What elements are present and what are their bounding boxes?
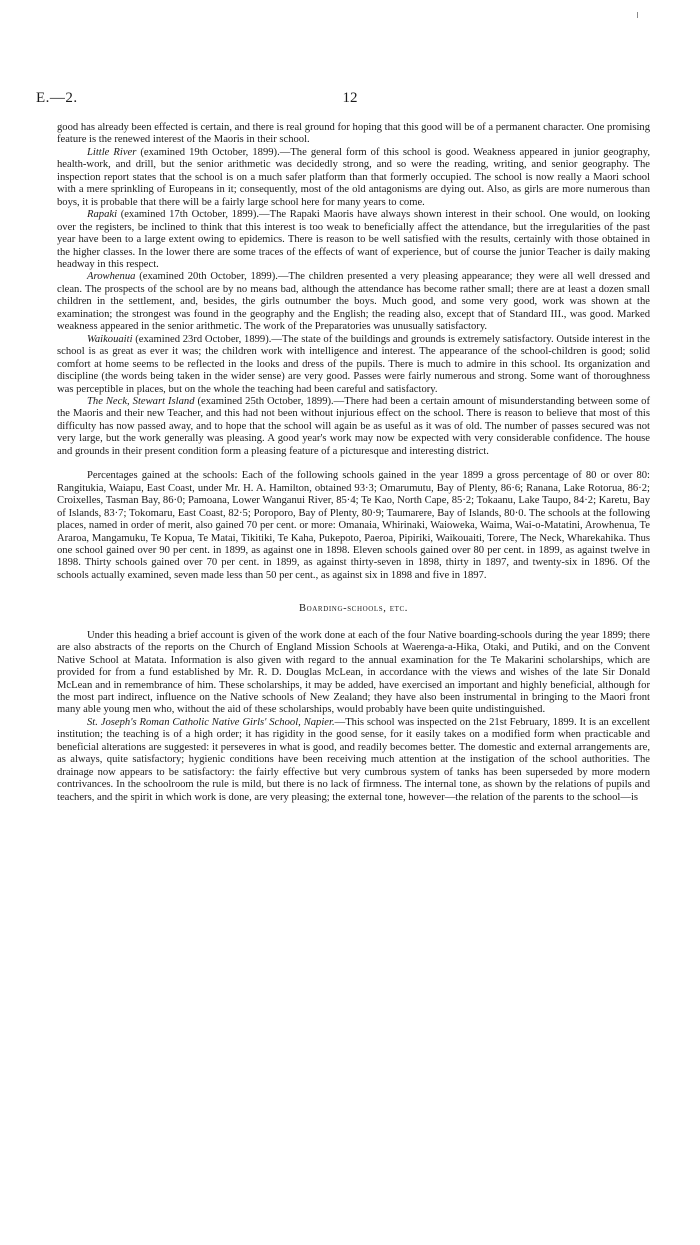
paragraph-little-river [57, 147, 650, 209]
paragraph-st-josephs [57, 717, 650, 804]
page-number: 12 [342, 90, 358, 106]
school-name: Waikouaiti [87, 333, 133, 345]
paragraph-boarding-schools: Under this heading a brief account is given of the work done at each of the four Native boarding-schools during the year 1899; there are also abstracts of the reports on the Church of England Mission Schools at Waerenga-a-Hika, Otaki, and Putiki, and on the Convent Native School at Matata. Information is also given with regard to the annual examination for the Te Makarini scholarships, which are provided for from a fund established by Mr. R. D. Douglas McLean, in accordance with the views and wishes of the late Sir Donald McLean and in remembrance of him. These scholarships, it may be added, have exercised an important and highly beneficial, although for the most part indirect, influence on the Native schools of New Zealand; they have also been instrumental in bringing to the Maori front many able young men who, without the aid of these scholarships, would probably have been quite undistinguished. [57, 629, 650, 716]
school-name: Little River [87, 146, 137, 158]
paragraph-text: (examined 23rd October, 1899).—The state of the buildings and grounds is extremely satisfactory. Outside interest in the school is as great as ever it was; the children work with intelligence and interest. The appearance of the school-children is good; solid comfort at home seems to be reflected in the looks and dress of the pupils. There is much to admire in this school. Its organization and discipline (the words being taken in the wider sense) are very good. Passes were fairly numerous and strong. Some want of thoroughness was perceptible in places, but on the whole the teaching had been careful and satisfactory. [57, 333, 650, 395]
paragraph-continuation: good has already been effected is certain, and there is real ground for hoping that this good will be of a permanent character. One promising feature is the renewed interest of the Maoris in their school. [57, 122, 650, 146]
paragraph-text: (examined 17th October, 1899).—The Rapaki Maoris have always shown interest in their school. One would, on looking over the registers, be inclined to think that this interest is too weak to beneficially affect the attendance, but the irregularities of the past year have been to a large extent owing to epidemics. There is reason to be well satisfied with the results, certainly with those obtained in the higher classes. In the lower there are some traces of the effects of want of experience, but of course the junior Teacher is daily making headway in this respect. [57, 209, 650, 270]
paragraph-the-neck [57, 396, 650, 458]
paragraph-arowhenua [57, 271, 650, 333]
school-name: Rapaki [87, 209, 118, 221]
page-body [57, 122, 650, 804]
page-edge-mark [637, 12, 638, 18]
school-name: St. Joseph's Roman Catholic Native Girls' School, Napier. [87, 716, 335, 728]
paragraph-waikouaiti [57, 334, 650, 396]
paragraph-text: (examined 25th October, 1899).—There had been a certain amount of misunderstanding between some of the Maoris and their new Teacher, and this had not been without injurious effect on the school. There is reason to believe that most of this difficulty has now passed away, and to hope that the school will again be as useful as it was of old. The number of passes secured was not very large, but the work generally was pleasing. A good year's work may now be expected with very considerable confidence. The house and grounds in their present condition form a pleasing feature of a picturesque and interesting district. [57, 395, 651, 457]
school-name: Arowhenua [87, 271, 136, 283]
document-reference: E.—2. [36, 90, 78, 106]
section-heading: Boarding-schools, etc. [299, 603, 408, 615]
paragraph-percentages: Percentages gained at the schools: Each of the following schools gained in the year 1899 a gross percentage of 80 or over 80: Rangitukia, Waiapu, East Coast, under Mr. H. A. Hamilton, obtained 93·3; Omarumutu, Bay of Plenty, 86·6; Ranana, Lake Rotorua, 86·2; Croixelles, Tasman Bay, 86·0; Pamoana, Lower Wanganui River, 85·4; Te Kao, North Cape, 85·2; Tokaanu, Lake Taupo, 84·2; Karetu, Bay of Islands, 83·7; Tokomaru, East Coast, 82·5; Poroporo, Bay of Plenty, 80·9; Taumarere, Bay of Islands, 80·0. The schools at the following places, named in order of merit, also gained 70 per cent. or more: Omanaia, Whirinaki, Waioweka, Waima, Wai-o-Matatini, Arowhenua, Te Araroa, Mangamuku, Te Kopua, Te Matai, Tikitiki, Te Kaha, Pukepoto, Paeroa, Pipiriki, Waikouaiti, Torere, The Neck, Wharekahika. Thus one school gained over 90 per cent. in 1899, as against one in 1898. Eleven schools gained over 80 per cent. in 1899, as against twelve in 1898. Thirty schools gained over 70 per cent. in 1899, as against thirty-seven in 1898, thirty in 1897, and twenty-six in 1896. Of the schools actually examined, seven made less than 50 per cent., as against six in 1898 and five in 1897. [57, 470, 650, 581]
paragraph-rapaki [57, 209, 650, 271]
paragraph-text: —This school was inspected on the 21st February, 1899. It is an excellent institution; the teaching is of a high order; it has rigidity in the good sense, for it easily takes on a modified form when practicable and beneficial alterations are suggested: it perseveres in what is good, and readily becomes better. The domestic and external arrangements are, as always, quite satisfactory; hygienic conditions have been receiving much attention at the instigation of the school authorities. The drainage now appears to be satisfactory: the fairly effective but very cumbrous system of tanks has been superseded by more modern contrivances. In the schoolroom the rule is mild, but there is no lack of firmness. The internal tone, as shown by the relations of pupils and teachers, and the spirit in which work is done, are very pleasing; the external tone, however—the relation of the parents to the school—is [57, 716, 650, 803]
page-header [36, 90, 664, 110]
paragraph-text: (examined 19th October, 1899).—The general form of this school is good. Weakness appeared in junior geography, health-work, and drill, but the senior arithmetic was decidedly strong, and so were the reading, writing, and senior geography. The inspection report states that the school is on a much safer platform than that formerly occupied. The school is now really a Maori school with a mere sprinkling of Europeans in it; consequently, most of the old antagonisms are dying out. Also, as girls are more numerous than boys, it is probable that there will be a fairly large school here for many years to come. [57, 146, 650, 208]
school-name: The Neck, Stewart Island [87, 395, 195, 407]
paragraph-text: (examined 20th October, 1899).—The children presented a very pleasing appearance; they were all well dressed and clean. The prospects of the school are by no means bad, although the attendance has become rather small; there are at least a dozen small children in the settlement, and, besides, the girls outnumber the boys. Much good, and some very good, work was shown at the examination; the strongest was found in the geography and the English; the reading also, except that of Standard III., was good. Marked weakness appeared in the senior arithmetic. The work of the Preparatories was unusually satisfactory. [57, 271, 650, 333]
